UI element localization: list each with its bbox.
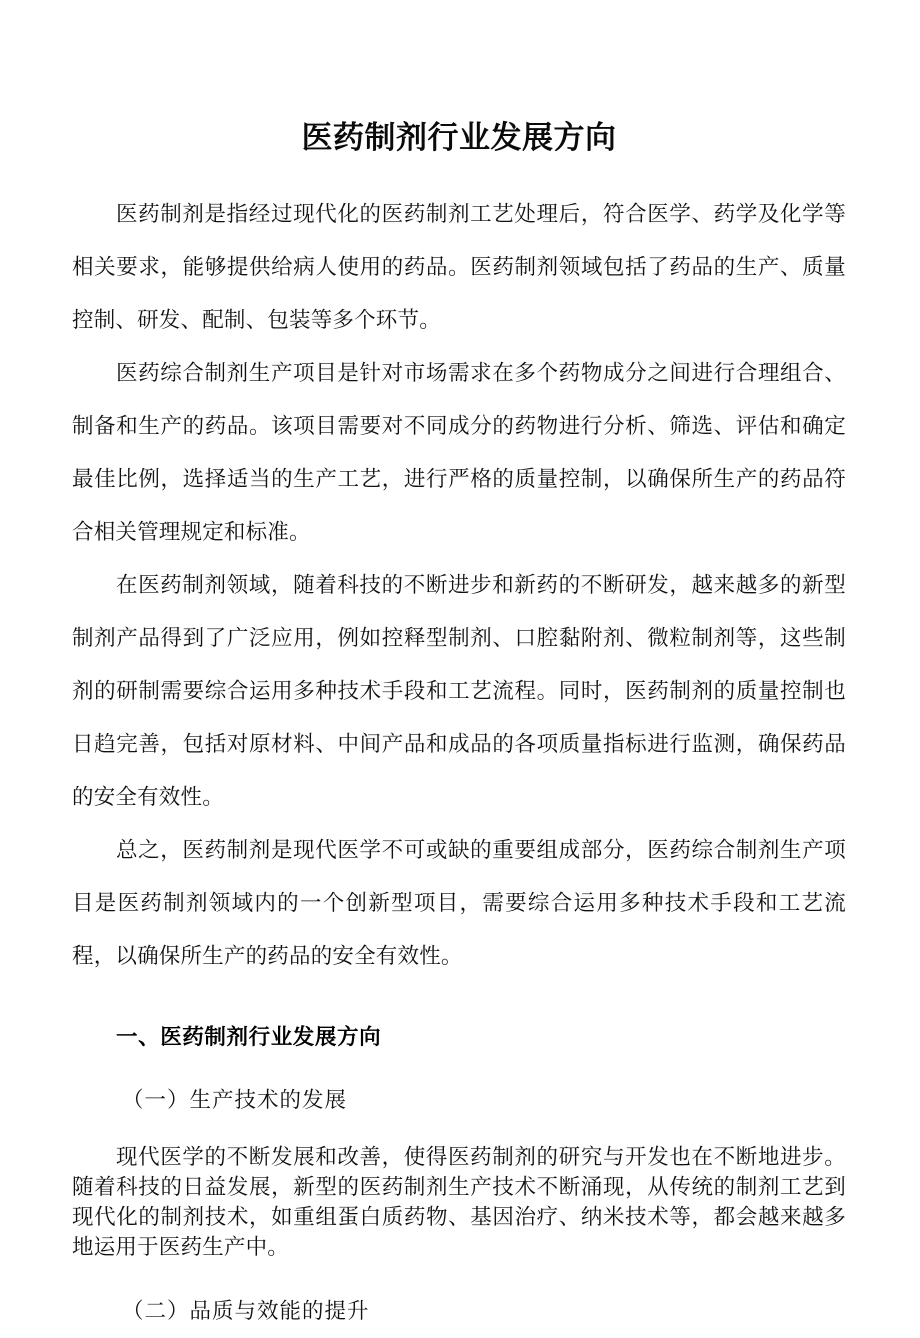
subsection-heading-1: （一）生产技术的发展: [122, 1088, 348, 1113]
document-content: [72, 0, 846, 1338]
body-paragraph-4: 总之，医药制剂是现代医学不可或缺的重要组成部分，医药综合制剂生产项目是医药制剂领域内的一个创新型项目，需要综合运用多种技术手段和工艺流程，以确保所生产的药品的安全有效性。: [72, 838, 846, 969]
subsection-heading-2: （二）品质与效能的提升: [122, 1299, 370, 1324]
body-paragraph-3: 在医药制剂领域，随着科技的不断进步和新药的不断研发，越来越多的新型制剂产品得到了广泛应用，例如控释型制剂、口腔黏附剂、微粒制剂等，这些制剂的研制需要综合运用多种技术手段和工艺流程。同时，医药制剂的质量控制也日趋完善，包括对原材料、中间产品和成品的各项质量指标进行监测，确保药品的安全有效性。: [72, 573, 846, 810]
body-paragraph-2: 医药综合制剂生产项目是针对市场需求在多个药物成分之间进行合理组合、制备和生产的药品。该项目需要对不同成分的药物进行分析、筛选、评估和确定最佳比例，选择适当的生产工艺，进行严格的质量控制，以确保所生产的药品符合相关管理规定和标准。: [72, 361, 846, 545]
body-paragraph-1: 医药制剂是指经过现代化的医药制剂工艺处理后，符合医学、药学及化学等相关要求，能够提供给病人使用的药品。医药制剂领域包括了药品的生产、质量控制、研发、配制、包装等多个环节。: [72, 202, 846, 333]
page-title: 医药制剂行业发展方向: [301, 120, 617, 156]
section-heading-1: 一、医药制剂行业发展方向: [116, 1025, 382, 1050]
subsection-body-1: 现代医学的不断发展和改善，使得医药制剂的研究与开发也在不断地进步。随着科技的日益发展，新型的医药制剂生产技术不断涌现，从传统的制剂工艺到现代化的制剂技术，如重组蛋白质药物、基因治疗、纳米技术等，都会越来越多地运用于医药生产中。: [72, 1145, 846, 1260]
